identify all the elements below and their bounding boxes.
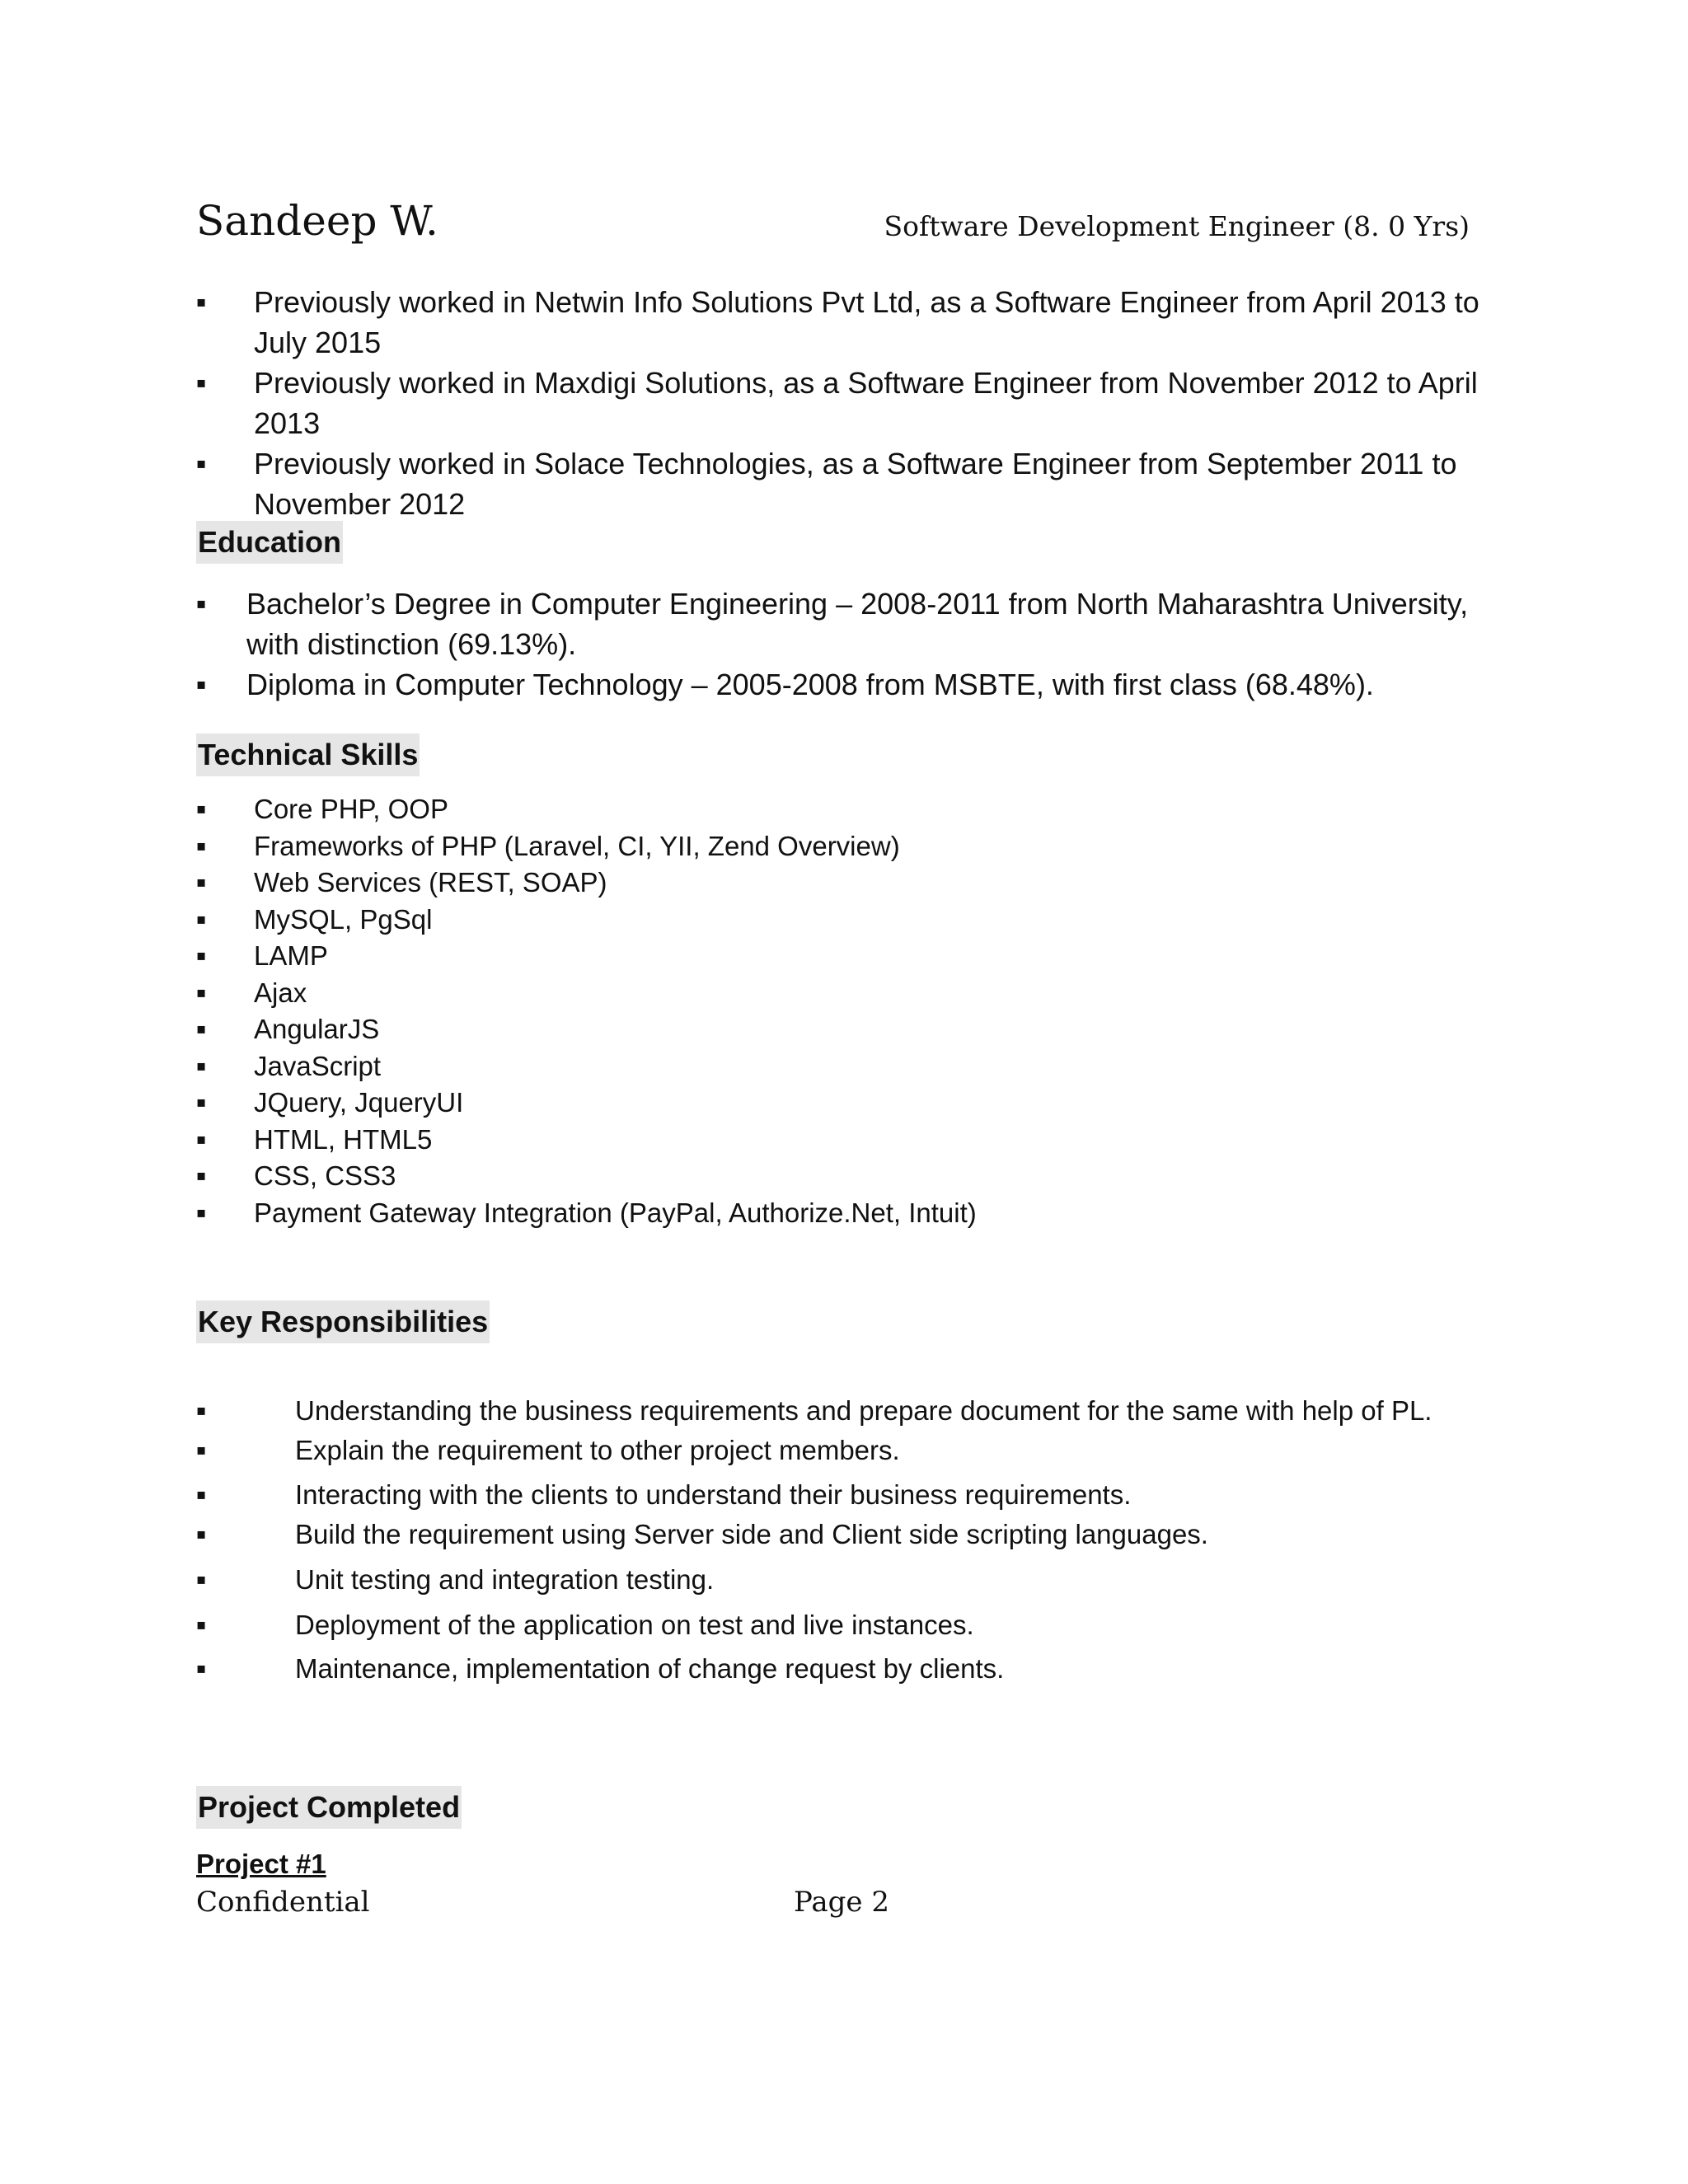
list-item: ▪ Understanding the business requirements and prepare document for the same with help of PL. xyxy=(196,1393,1432,1429)
bullet-icon: ▪ xyxy=(196,1203,207,1221)
experience-list xyxy=(196,282,1482,524)
bullet-icon: ▪ xyxy=(196,910,207,928)
list-item: ▪ Interacting with the clients to understand their business requirements. xyxy=(196,1477,1131,1513)
bullet-icon: ▪ xyxy=(196,1130,207,1148)
list-item: ▪ MySQL, PgSql xyxy=(196,902,1432,939)
bullet-icon: ▪ xyxy=(196,874,207,891)
list-item: ▪ Build the requirement using Server side and Client side scripting languages. xyxy=(196,1516,1208,1553)
bullet-icon: ▪ xyxy=(196,1167,207,1184)
bullet-icon: ▪ xyxy=(196,455,207,472)
education-list xyxy=(196,583,1482,705)
list-item: ▪ Diploma in Computer Technology – 2005-2008 from MSBTE, with first class (68.48%). xyxy=(196,664,1482,705)
bullet-icon: ▪ xyxy=(196,1526,207,1543)
technical-skills-heading: Technical Skills xyxy=(196,733,420,776)
bullet-icon: ▪ xyxy=(196,595,207,612)
list-item: ▪ Maintenance, implementation of change request by clients. xyxy=(196,1651,1004,1687)
bullet-icon: ▪ xyxy=(196,1660,207,1677)
bullet-icon: ▪ xyxy=(196,837,207,855)
list-item: ▪ Bachelor’s Degree in Computer Engineering – 2008-2011 from North Maharashtra University, with distinction (69.13%). xyxy=(196,583,1482,664)
candidate-name: Sandeep W. xyxy=(196,197,438,245)
list-item: ▪ JavaScript xyxy=(196,1048,1432,1085)
bullet-icon: ▪ xyxy=(196,676,207,693)
bullet-icon: ▪ xyxy=(196,983,207,1001)
bullet-icon: ▪ xyxy=(196,1441,207,1459)
project-label: Project #1 xyxy=(196,1849,326,1879)
list-item: ▪ Explain the requirement to other project members. xyxy=(196,1432,900,1469)
footer-page-number: Page 2 xyxy=(794,1886,889,1919)
list-item: ▪ AngularJS xyxy=(196,1011,1432,1048)
list-item: ▪ Payment Gateway Integration (PayPal, Authorize.Net, Intuit) xyxy=(196,1195,1432,1232)
footer-confidential: Confidential xyxy=(196,1886,370,1919)
bullet-icon: ▪ xyxy=(196,1402,207,1419)
list-item: ▪ Previously worked in Solace Technologies, as a Software Engineer from September 2011 to November 2012 xyxy=(196,443,1482,524)
key-responsibilities-heading: Key Responsibilities xyxy=(196,1301,490,1343)
list-item: ▪ Core PHP, OOP xyxy=(196,791,1432,828)
list-item: ▪ Previously worked in Maxdigi Solutions, as a Software Engineer from November 2012 to April 2013 xyxy=(196,363,1482,443)
list-item: ▪ JQuery, JqueryUI xyxy=(196,1085,1432,1122)
bullet-icon: ▪ xyxy=(196,1094,207,1111)
bullet-icon: ▪ xyxy=(196,374,207,391)
project-completed-heading: Project Completed xyxy=(196,1786,462,1829)
bullet-icon: ▪ xyxy=(196,1486,207,1503)
list-item: ▪ HTML, HTML5 xyxy=(196,1122,1432,1159)
bullet-icon: ▪ xyxy=(196,1616,207,1633)
bullet-icon: ▪ xyxy=(196,947,207,964)
bullet-icon: ▪ xyxy=(196,1057,207,1075)
list-item: ▪ LAMP xyxy=(196,938,1432,975)
list-item: ▪ Frameworks of PHP (Laravel, CI, YII, Zend Overview) xyxy=(196,828,1432,865)
list-item: ▪ CSS, CSS3 xyxy=(196,1158,1432,1195)
education-heading: Education xyxy=(196,521,343,564)
list-item: ▪ Web Services (REST, SOAP) xyxy=(196,865,1432,902)
bullet-icon: ▪ xyxy=(196,800,207,818)
list-item: ▪ Deployment of the application on test and live instances. xyxy=(196,1607,974,1643)
list-item: ▪ Unit testing and integration testing. xyxy=(196,1562,714,1598)
technical-skills-list xyxy=(196,791,1432,1231)
bullet-icon: ▪ xyxy=(196,1571,207,1588)
list-item: ▪ Previously worked in Netwin Info Solutions Pvt Ltd, as a Software Engineer from April 2013 to July 2015 xyxy=(196,282,1482,363)
bullet-icon: ▪ xyxy=(196,1020,207,1038)
candidate-title: Software Development Engineer (8. 0 Yrs) xyxy=(884,210,1470,242)
list-item: ▪ Ajax xyxy=(196,975,1432,1012)
bullet-icon: ▪ xyxy=(196,293,207,311)
